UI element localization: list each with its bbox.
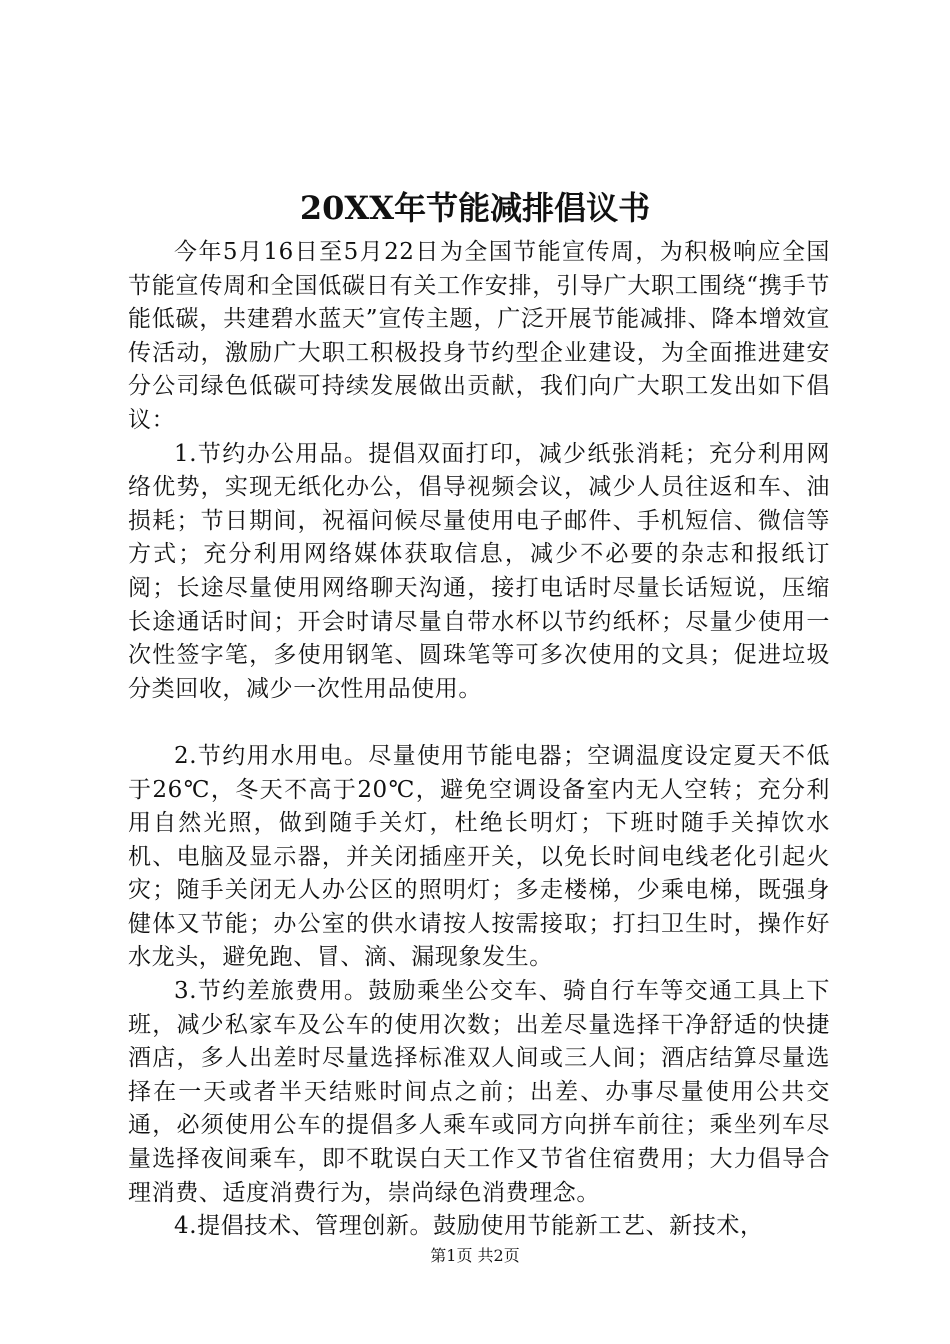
paragraph-item-1: 1.节约办公用品。提倡双面打印，减少纸张消耗；充分利用网络优势，实现无纸化办公，倡导视频会议，减少人员往返和车、油损耗；节日期间，祝福问候尽量使用电子邮件、手机短信、微信等方式；充分利用网络媒体获取信息，减少不必要的杂志和报纸订阅；长途尽量使用网络聊天沟通，接打电话时尽量长话短说，压缩长途通话时间；开会时请尽量自带水杯以节约纸杯；尽量少使用一次性签字笔，多使用钢笔、圆珠笔等可多次使用的文具；促进垃圾分类回收，减少一次性用品使用。 (128, 440, 830, 702)
document-body (128, 236, 830, 1244)
paragraph-item-4: 4.提倡技术、管理创新。鼓励使用节能新工艺、新技术， (174, 1213, 764, 1240)
page-footer: 第1页 共2页 (430, 1246, 520, 1265)
paragraph-item-3: 3.节约差旅费用。鼓励乘坐公交车、骑自行车等交通工具上下班，减少私家车及公车的使用次数；出差尽量选择干净舒适的快捷酒店，多人出差时尽量选择标准双人间或三人间；酒店结算尽量选择在一天或者半天结账时间点之前；出差、办事尽量使用公共交通，必须使用公车的提倡多人乘车或同方向拼车前往；乘坐列车尽量选择夜间乘车，即不耽误白天工作又节省住宿费用；大力倡导合理消费、适度消费行为，崇尚绿色消费理念。 (128, 978, 830, 1206)
paragraph-intro: 今年5月16日至5月22日为全国节能宣传周，为积极响应全国节能宣传周和全国低碳日有关工作安排，引导广大职工围绕“携手节能低碳，共建碧水蓝天”宣传主题，广泛开展节能减排、降本增效宣传活动，激励广大职工积极投身节约型企业建设，为全面推进建安分公司绿色低碳可持续发展做出贡献，我们向广大职工发出如下倡议： (128, 239, 830, 433)
document-title: 20XX年节能减排倡议书 (299, 189, 651, 227)
paragraph-item-2: 2.节约用水用电。尽量使用节能电器；空调温度设定夏天不低于26℃，冬天不高于20℃，避免空调设备室内无人空转；充分利用自然光照，做到随手关灯，杜绝长明灯；下班时随手关掉饮水机、电脑及显示器，并关闭插座开关，以免长时间电线老化引起火灾；随手关闭无人办公区的照明灯；多走楼梯，少乘电梯，既强身健体又节能；办公室的供水请按人按需接取；打扫卫生时，操作好水龙头，避免跑、冒、滴、漏现象发生。 (128, 742, 830, 971)
